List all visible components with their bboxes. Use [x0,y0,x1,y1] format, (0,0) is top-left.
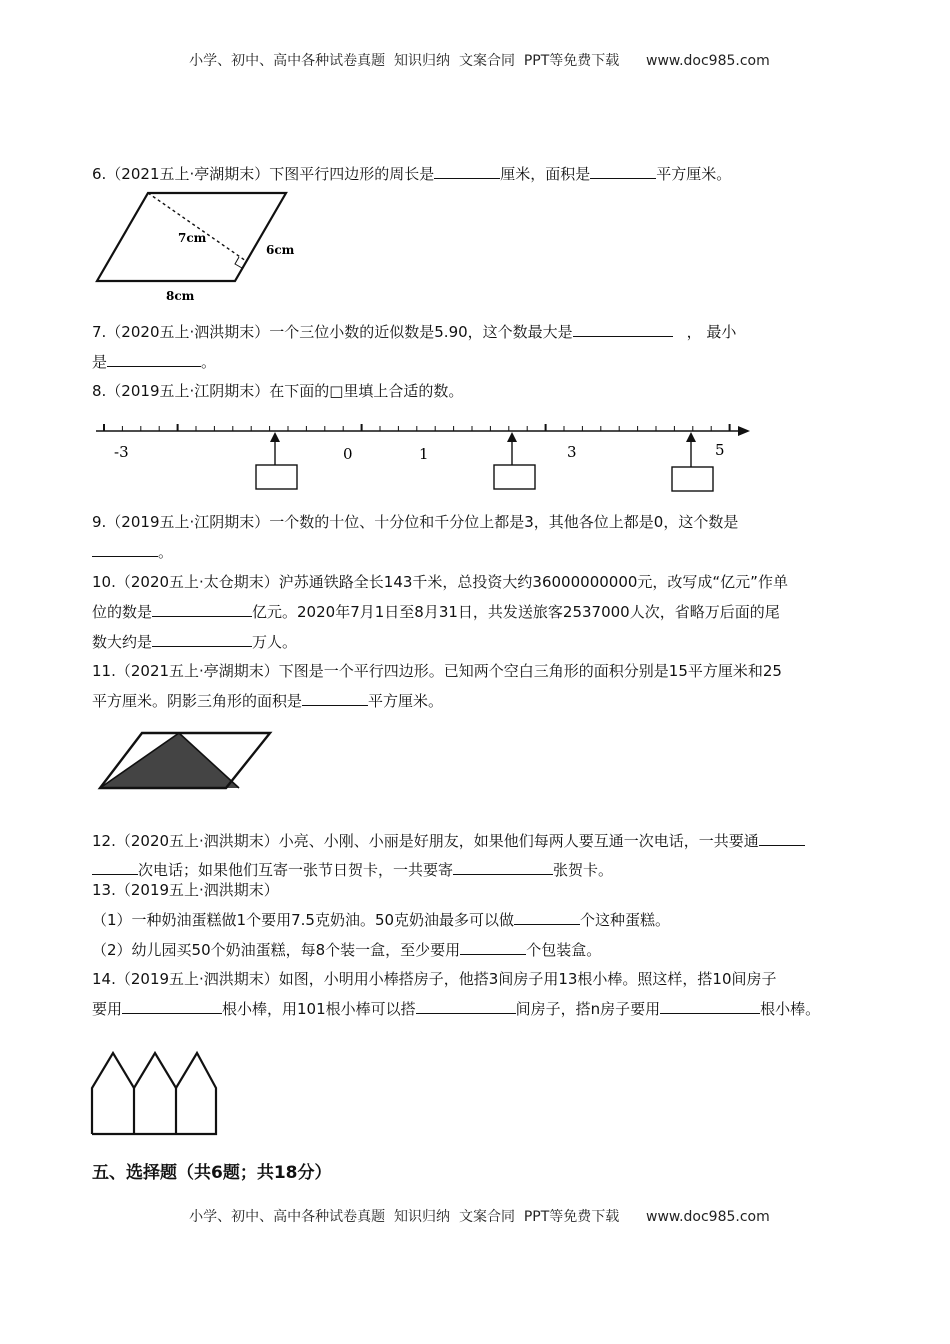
header-url: www.doc985.com [646,53,770,69]
q11-line-2a: 平方厘米。阴影三角形的面积是 [92,692,303,710]
answer-blank[interactable] [759,831,805,846]
shaded-parallelogram-figure [96,730,276,792]
q6-text-2: 厘米，面积是 [500,165,591,183]
q14-line-1: 14.（2019五上·泗洪期末）如图，小明用小棒搭房子，他搭3间房子用13根小棒。照这样，搭10间房子 [92,970,777,988]
question-7-line-2 [92,352,216,372]
answer-blank[interactable] [107,352,201,367]
q14-line-2d: 根小棒。 [760,1000,821,1018]
question-12 [92,831,805,851]
number-line-figure [92,410,762,495]
q13-title: 13.（2019五上·泗洪期末） [92,881,279,899]
answer-blank[interactable] [453,860,553,875]
question-10 [92,572,788,592]
page-footer [0,1190,950,1226]
q12-line-1: 12.（2020五上·泗洪期末）小亮、小刚、小丽是好朋友，如果他们每两人要互通一次电话，一共要通 [92,832,759,850]
q8-text: 8.（2019五上·江阴期末）在下面的□里填上合适的数。 [92,382,464,400]
q11-line-1: 11.（2021五上·亭湖期末）下图是一个平行四边形。已知两个空白三角形的面积分别是15平方厘米和25 [92,662,782,680]
q7-text-1: 7.（2020五上·泗洪期末）一个三位小数的近似数是5.90，这个数最大是 [92,323,573,341]
answer-box[interactable] [672,467,713,491]
question-9 [92,512,738,532]
q10-line-1: 10.（2020五上·太仓期末）沪苏通铁路全长143千米，总投资大约36000000000元，改写成“亿元”作单 [92,573,788,591]
answer-blank[interactable] [152,602,252,617]
answer-box[interactable] [494,465,535,489]
q7-text-3: 是 [92,353,108,371]
q14-line-2a: 要用 [92,1000,123,1018]
answer-blank[interactable] [122,999,222,1014]
answer-blank[interactable] [514,910,580,925]
q13-sub2a: （2）幼儿园买50个奶油蛋糕，每8个装一盒，至少要用 [92,941,461,959]
base-label: 8cm [166,289,195,303]
answer-blank[interactable] [590,164,656,179]
q10-line-3b: 万人。 [252,633,298,651]
answer-blank[interactable] [302,691,368,706]
q9-end: 。 [158,543,174,561]
answer-blank[interactable] [460,940,526,955]
tick-label: 5 [715,441,725,459]
tick-label: 0 [343,445,353,463]
q7-text-2: ， 最小 [686,323,737,341]
parallelogram-figure [90,188,310,306]
question-14 [92,969,777,989]
question-13 [92,880,279,900]
header-text: 小学、初中、高中各种试卷真题 知识归纳 文案合同 PPT等免费下载 [189,53,620,69]
q10-line-3a: 数大约是 [92,633,153,651]
houses-figure [90,1050,220,1138]
answer-blank[interactable] [416,999,516,1014]
question-6 [92,164,731,184]
question-10-line-2 [92,602,780,622]
q13-sub1b: 个这种蛋糕。 [580,911,671,929]
question-12-line-2 [92,860,613,880]
q9-text: 9.（2019五上·江阴期末）一个数的十位、十分位和千分位上都是3，其他各位上都是0，这个数是 [92,513,739,531]
footer-url: www.doc985.com [646,1209,770,1225]
tick-label: 1 [419,445,429,463]
question-8 [92,381,463,401]
answer-box[interactable] [256,465,297,489]
answer-blank[interactable] [660,999,760,1014]
question-11 [92,661,782,681]
footer-text: 小学、初中、高中各种试卷真题 知识归纳 文案合同 PPT等免费下载 [189,1209,620,1225]
question-10-line-3 [92,632,297,652]
question-13-sub-2 [92,940,601,960]
question-11-line-2 [92,691,443,711]
q13-sub2b: 个包装盒。 [526,941,602,959]
q10-line-2a: 位的数是 [92,603,153,621]
answer-blank[interactable] [152,632,252,647]
answer-blank[interactable] [434,164,500,179]
page-header [0,34,950,70]
q12-line-2a: 次电话；如果他们互寄一张节日贺卡，一共要寄 [138,861,454,879]
q6-text-3: 平方厘米。 [656,165,732,183]
section-title: 五、选择题（共6题；共18分） [92,1163,332,1183]
question-9-line-2 [92,542,173,562]
q11-line-2b: 平方厘米。 [368,692,444,710]
q14-line-2b: 根小棒，用101根小棒可以搭 [222,1000,416,1018]
question-14-line-2 [92,999,820,1019]
diag-label: 7cm [178,231,207,245]
answer-blank[interactable] [92,542,158,557]
answer-blank[interactable] [573,322,673,337]
q6-text-1: 6.（2021五上·亭湖期末）下图平行四边形的周长是 [92,165,435,183]
q10-line-2b: 亿元。2020年7月1日至8月31日，共发送旅客2537000人次，省略万后面的尾 [252,603,780,621]
tick-label: 3 [567,443,577,461]
question-13-sub-1 [92,910,670,930]
side-label: 6cm [266,243,295,257]
tick-label: -3 [114,443,129,461]
answer-blank[interactable] [92,860,138,875]
question-7 [92,322,736,342]
q13-sub1a: （1）一种奶油蛋糕做1个要用7.5克奶油。50克奶油最多可以做 [92,911,515,929]
q7-text-4: 。 [201,353,217,371]
q12-line-2b: 张贺卡。 [553,861,614,879]
q14-line-2c: 间房子，搭n房子要用 [515,1000,661,1018]
